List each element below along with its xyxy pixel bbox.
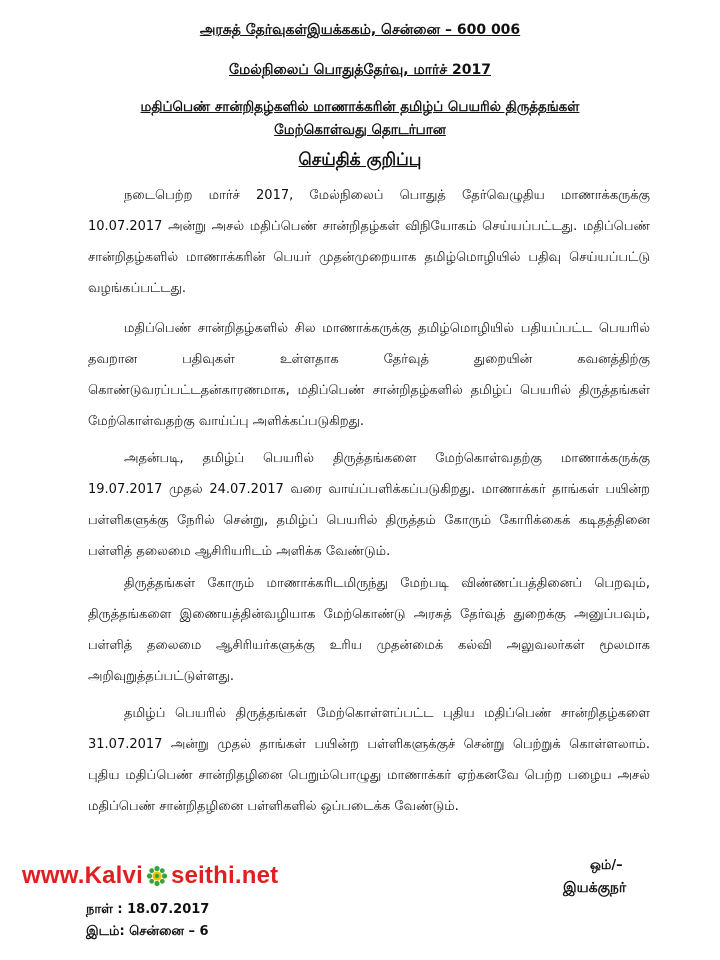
subject-line-1: மதிப்பெண் சான்றிதழ்களில் மாணாக்கரின் தமிழ்ப் பெயரில் திருத்தங்கள் [140, 99, 580, 115]
paragraph-2: மதிப்பெண் சான்றிதழ்களில் சில மாணாக்கருக்கு தமிழ்மொழியில் பதியப்பட்ட பெயரில் தவறான பதிவுகள் உள்ளதாக தேர்வுத் துறையின் கவனத்திற்கு கொண்டுவரப்பட்டதன்காரணமாக, மதிப்பெண் சான்றிதழ்களில் தமிழ்ப் பெயரில் திருத்தங்கள் மேற்கொள்வதற்கு வாய்ப்பு அளிக்கப்படுகிறது. [88, 321, 650, 429]
paragraph-3: அதன்படி, தமிழ்ப் பெயரில் திருத்தங்களை மேற்கொள்வதற்கு மாணாக்கருக்கு 19.07.2017 முதல் 24.07.2017 வரை வாய்ப்பளிக்கப்படுகிறது. மாணாக்கர் தாங்கள் பயின்ற பள்ளிகளுக்கு நேரில் சென்று, தமிழ்ப் பெயரில் திருத்தம் கோரும் கோரிக்கைக் கடிதத்தினை பள்ளித் தலைமை ஆசிரியரிடம் அளிக்க வேண்டும். [88, 451, 650, 559]
exam-heading: மேல்நிலைப் பொதுத்தேர்வு, மார்ச் 2017 [229, 62, 491, 78]
watermark[interactable] [22, 862, 342, 890]
signature-title: இயக்குநர் [563, 880, 627, 896]
flower-logo-icon [146, 865, 168, 887]
subject-line-2: மேற்கொள்வது தொடர்பான [274, 122, 446, 138]
watermark-left-text: www.Kalvi [22, 862, 143, 889]
issue-place: இடம்: சென்னை – 6 [86, 924, 209, 939]
watermark-right-text: seithi.net [170, 862, 279, 889]
subject-heading [60, 96, 660, 142]
issue-date: நாள் : 18.07.2017 [86, 902, 210, 917]
office-heading: அரசுத் தேர்வுகள்இயக்ககம், சென்னை – 600 006 [199, 22, 521, 38]
paragraph-5: தமிழ்ப் பெயரில் திருத்தங்கள் மேற்கொள்ளப்பட்ட புதிய மதிப்பெண் சான்றிதழ்களை 31.07.2017 அன்று முதல் தாங்கள் பயின்ற பள்ளிகளுக்குச் சென்று பெற்றுக் கொள்ளலாம். புதிய மதிப்பெண் சான்றிதழினை பெறும்பொழுது மாணாக்கர் ஏற்கனவே பெற்ற பழைய அசல் மதிப்பெண் சான்றிதழினை பள்ளிகளில் ஒப்படைக்க வேண்டும். [88, 706, 650, 814]
paragraph-1: நடைபெற்ற மார்ச் 2017, மேல்நிலைப் பொதுத் தேர்வெழுதிய மாணாக்கருக்கு 10.07.2017 அன்று அசல் மதிப்பெண் சான்றிதழ்கள் விநியோகம் செய்யப்பட்டது. மதிப்பெண் சான்றிதழ்களில் மாணாக்கரின் பெயர் முதன்முறையாக தமிழ்மொழியில் பதிவு செய்யப்பட்டு வழங்கப்பட்டது. [88, 188, 650, 296]
paragraph-4: திருத்தங்கள் கோரும் மாணாக்கரிடமிருந்து மேற்படி விண்ணப்பத்தினைப் பெறவும், திருத்தங்களை இணையத்தின்வழியாக மேற்கொண்டு அரசுத் தேர்வுத் துறைக்கு அனுப்பவும், பள்ளித் தலைமை ஆசிரியர்களுக்கு உரிய முதன்மைக் கல்வி அலுவலர்கள் மூலமாக அறிவுறுத்தப்பட்டுள்ளது. [88, 576, 650, 684]
press-note-title: செய்திக் குறிப்பு [298, 150, 422, 170]
signature-initials: ஒம்/– [590, 858, 623, 873]
